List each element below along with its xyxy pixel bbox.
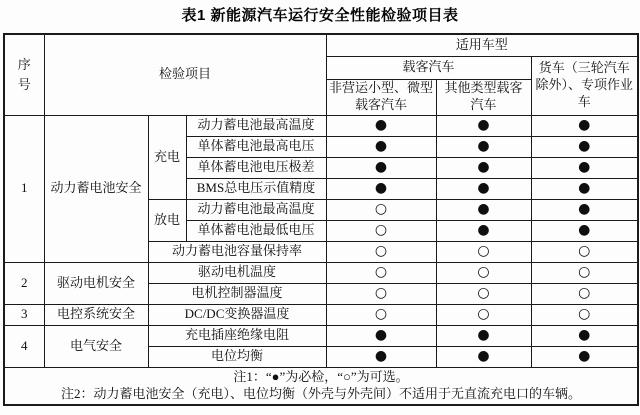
mark-icon: ○ (374, 222, 388, 239)
mark-cell (531, 220, 638, 241)
item-name: 单体蓄电池最高电压 (186, 136, 326, 157)
item-name: BMS总电压示值精度 (186, 178, 326, 199)
header-other-passenger-column: 其他类型载客汽车 (436, 79, 531, 115)
header-row-1 (4, 34, 638, 56)
table-row (4, 325, 638, 346)
mark-cell (531, 115, 638, 136)
mark-cell (326, 136, 436, 157)
notes-row (4, 367, 638, 405)
mark-icon: ● (477, 348, 490, 365)
mark-icon: ○ (578, 285, 591, 302)
mark-icon: ● (477, 180, 490, 197)
mark-icon: ● (578, 222, 591, 239)
table-row (4, 262, 638, 283)
mark-cell (326, 178, 436, 199)
mark-icon: ○ (578, 264, 591, 281)
mark-cell (531, 178, 638, 199)
item-name: 单体蓄电池最低电压 (186, 220, 326, 241)
mark-cell (436, 220, 531, 241)
mark-cell (326, 283, 436, 304)
mark-cell (531, 325, 638, 346)
mark-cell (436, 325, 531, 346)
mark-cell (436, 241, 531, 262)
mark-cell (326, 199, 436, 220)
item-name: 动力蓄电池容量保持率 (148, 241, 326, 262)
mark-icon: ● (477, 117, 490, 134)
mark-cell (436, 136, 531, 157)
mark-cell (326, 115, 436, 136)
mark-icon: ○ (477, 243, 490, 260)
mark-cell (531, 304, 638, 325)
mark-icon: ● (578, 348, 591, 365)
mark-icon: ● (374, 180, 388, 197)
item-name: 驱动电机温度 (148, 262, 326, 283)
group-seq: 3 (4, 304, 44, 325)
mark-cell (531, 241, 638, 262)
group-seq: 2 (4, 262, 44, 304)
mark-icon: ● (477, 327, 490, 344)
mark-icon: ● (578, 327, 591, 344)
mark-icon: ● (374, 159, 388, 176)
mark-icon: ● (578, 117, 591, 134)
mark-icon: ● (477, 159, 490, 176)
mark-cell (436, 157, 531, 178)
mark-icon: ○ (477, 264, 490, 281)
header-truck-column: 货车（三轮汽车除外）、专项作业车 (531, 56, 638, 115)
mark-cell (326, 157, 436, 178)
mark-icon: ○ (477, 306, 490, 323)
mark-icon: ○ (374, 243, 388, 260)
mark-icon: ○ (374, 306, 388, 323)
group-name: 驱动电机安全 (44, 262, 148, 304)
mark-cell (326, 304, 436, 325)
mark-cell (531, 199, 638, 220)
mark-icon: ● (374, 348, 388, 365)
mark-cell (436, 304, 531, 325)
mark-icon: ● (477, 138, 490, 155)
header-passenger-vehicles: 载客汽车 (326, 56, 531, 79)
mark-cell (436, 283, 531, 304)
mark-cell (326, 262, 436, 283)
mark-icon: ● (374, 138, 388, 155)
mark-icon: ● (374, 327, 388, 344)
mark-cell (531, 136, 638, 157)
item-name: 电位均衡 (148, 346, 326, 367)
table-row (4, 304, 638, 325)
mark-icon: ● (477, 201, 490, 218)
header-seq (4, 34, 44, 115)
inspection-table (3, 33, 639, 406)
table-title: 表1 新能源汽车运行安全性能检验项目表 (181, 7, 459, 24)
note-line-2: 注2：动力蓄电池安全（充电）、电位均衡（外壳与外壳间）不适用于无直流充电口的车辆。 (61, 385, 582, 401)
mark-icon: ● (578, 180, 591, 197)
header-applicable-models: 适用车型 (326, 34, 638, 56)
mark-cell (531, 346, 638, 367)
item-name: 电机控制器温度 (148, 283, 326, 304)
mark-cell (436, 115, 531, 136)
group-name: 电气安全 (44, 325, 148, 367)
mark-cell (436, 262, 531, 283)
notes-cell (4, 367, 638, 405)
item-name: DC/DC变换器温度 (148, 304, 326, 325)
mark-cell (531, 283, 638, 304)
mark-icon: ● (578, 201, 591, 218)
mark-cell (436, 178, 531, 199)
mark-cell (531, 262, 638, 283)
note-line-1: 注1：“●”为必检，“○”为可选。 (233, 368, 409, 384)
item-name: 充电插座绝缘电阻 (148, 325, 326, 346)
mark-icon: ○ (374, 201, 388, 218)
group-seq: 4 (4, 325, 44, 367)
group-seq: 1 (4, 115, 44, 262)
mode-discharge-cell: 放电 (148, 199, 186, 241)
item-name: 单体蓄电池电压极差 (186, 157, 326, 178)
item-name: 动力蓄电池最高温度 (186, 115, 326, 136)
group-name: 动力蓄电池安全 (44, 115, 148, 262)
mode-charge-cell: 充电 (148, 115, 186, 199)
mark-icon: ○ (578, 306, 591, 323)
mark-icon: ○ (578, 243, 591, 260)
mark-cell (436, 346, 531, 367)
mark-icon: ● (578, 138, 591, 155)
table-row (4, 115, 638, 136)
mark-icon: ● (578, 159, 591, 176)
mark-cell (326, 241, 436, 262)
header-seq-label: 序号 (17, 57, 31, 92)
header-private-mini-column: 非营运小型、微型载客汽车 (326, 79, 436, 115)
mark-icon: ○ (477, 285, 490, 302)
mark-icon: ○ (374, 264, 388, 281)
mark-cell (436, 199, 531, 220)
mark-icon: ○ (374, 285, 388, 302)
mark-icon: ● (477, 222, 490, 239)
mark-cell (326, 325, 436, 346)
item-name: 动力蓄电池最高温度 (186, 199, 326, 220)
mark-icon: ● (374, 117, 388, 134)
mark-cell (531, 157, 638, 178)
group-name: 电控系统安全 (44, 304, 148, 325)
mark-cell (326, 220, 436, 241)
header-item: 检验项目 (44, 34, 326, 115)
mark-cell (326, 346, 436, 367)
